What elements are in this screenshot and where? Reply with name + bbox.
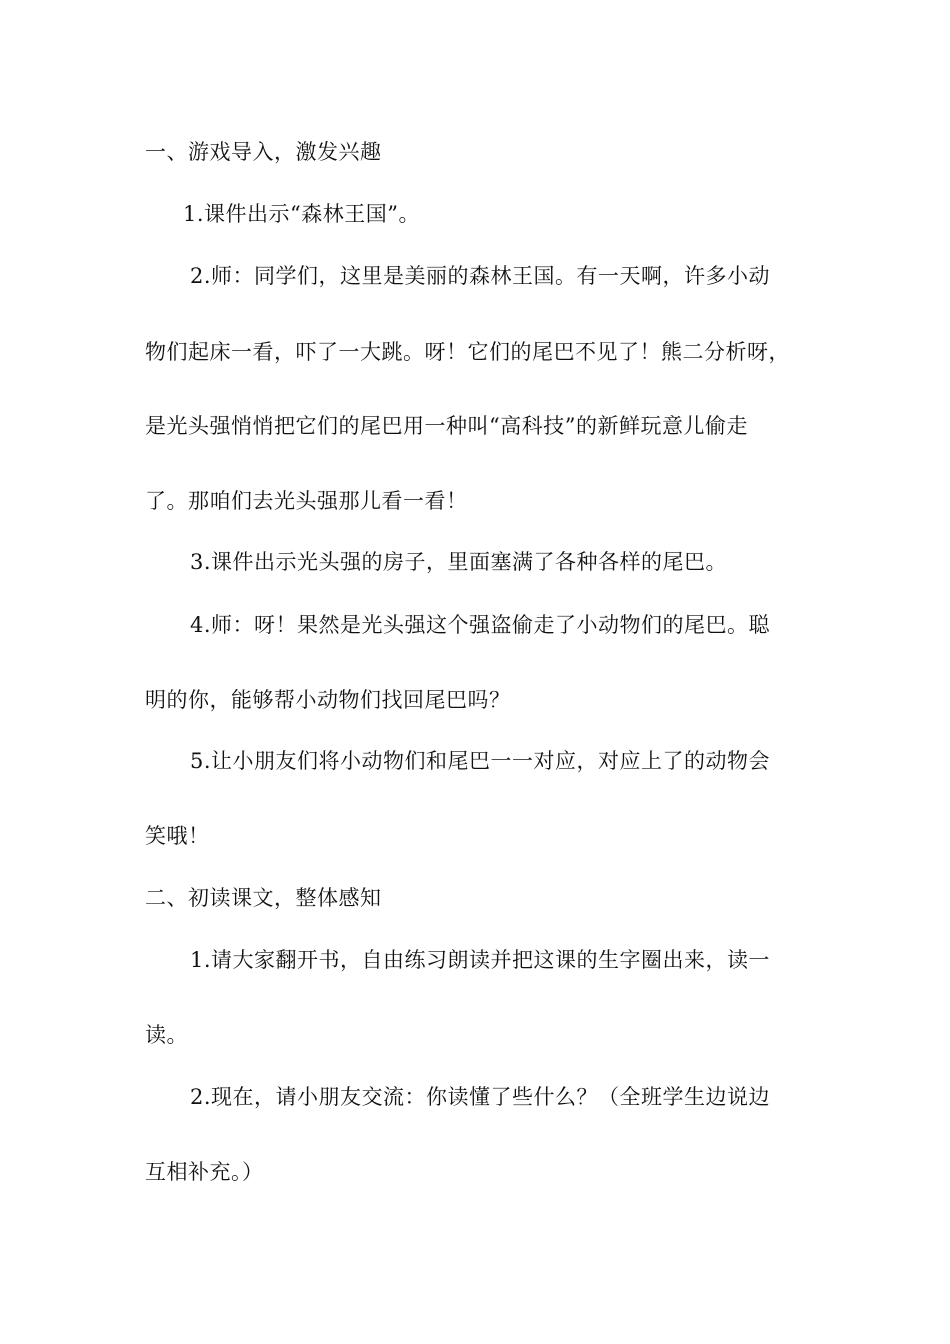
section2-item1-line2: 读。 [145,1023,188,1047]
section1-item2-line3: 是光头强悄悄把它们的尾巴用一种叫“高科技”的新鲜玩意儿偷走 [145,414,748,438]
section2-item2-line2: 互相补充。） [145,1160,264,1184]
section1-item4-line2: 明的你，能够帮小动物们找回尾巴吗？ [145,688,511,712]
section1-item2-line2: 物们起床一看，吓了一大跳。呀！它们的尾巴不见了！熊二分析呀， [145,340,790,364]
section1-item3: 3.课件出示光头强的房子，里面塞满了各种各样的尾巴。 [190,550,728,574]
section2-item1-line1: 1.请大家翻开书，自由练习朗读并把这课的生字圈出来，读一 [190,948,771,972]
section1-heading: 一、游戏导入，激发兴趣 [145,140,382,164]
section1-item5-line1: 5.让小朋友们将小动物们和尾巴一一对应，对应上了的动物会 [190,749,771,773]
section1-item1: 1.课件出示“森林王国”。 [183,202,421,226]
section2-heading: 二、初读课文，整体感知 [145,886,382,910]
section2-item2-line1: 2.现在，请小朋友交流：你读懂了些什么？（全班学生边说边 [190,1085,771,1109]
section1-item5-line2: 笑哦！ [145,824,210,848]
section1-item4-line1: 4.师：呀！果然是光头强这个强盗偷走了小动物们的尾巴。聪 [190,613,771,637]
section1-item2-line1: 2.师：同学们，这里是美丽的森林王国。有一天啊，许多小动 [190,264,771,288]
section1-item2-line4: 了。那咱们去光头强那儿看一看！ [145,489,468,513]
